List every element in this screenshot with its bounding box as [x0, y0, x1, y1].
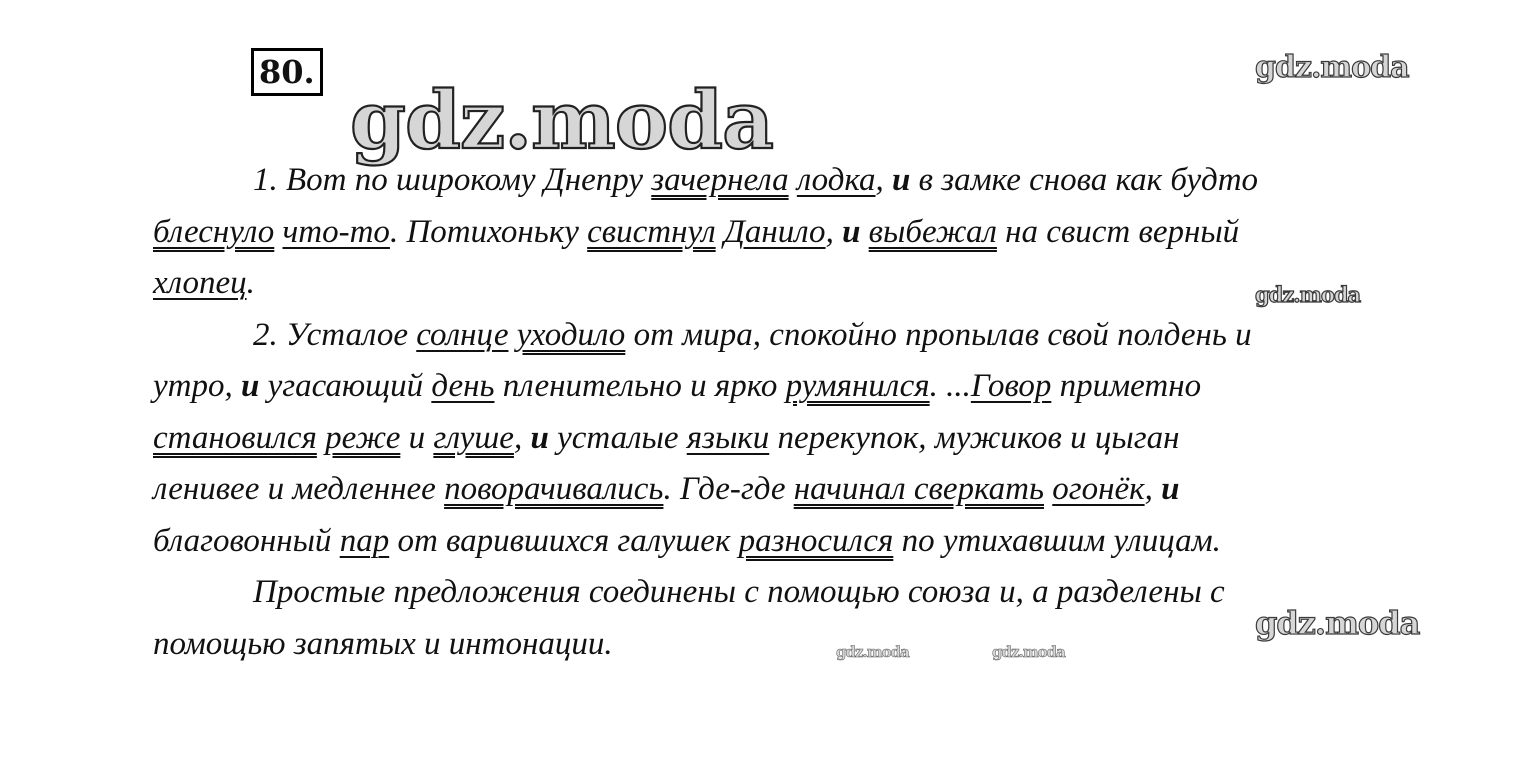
- text-segment: [317, 420, 325, 456]
- subject-word: огонёк: [1052, 471, 1145, 507]
- watermark-top-right: gdz.moda: [1255, 50, 1409, 85]
- text-line: [153, 516, 1453, 568]
- text-segment: ,: [513, 419, 531, 456]
- text-segment: от варившихся галушек: [389, 522, 739, 559]
- predicate-word: уходило: [516, 316, 626, 353]
- text-segment: 1. Вот по широкому Днепру: [253, 162, 652, 198]
- text-segment: перекупок, мужиков и цыган: [769, 419, 1180, 456]
- text-segment: 2. Усталое: [253, 316, 417, 353]
- predicate-word: становился: [153, 419, 317, 456]
- predicate-word: реже: [325, 419, 401, 456]
- text-line: [153, 310, 1453, 362]
- subject-word: хлопец: [153, 265, 247, 301]
- predicate-word: поворачивались: [444, 471, 664, 507]
- predicate-word: разносился: [738, 522, 894, 559]
- watermark-small-1: gdz.moda: [836, 643, 909, 661]
- text-segment: утро,: [153, 368, 241, 404]
- watermark-bottom-right: gdz.moda: [1255, 604, 1420, 642]
- text-segment: помощью запятых и интонации.: [153, 625, 613, 662]
- text-segment: . Потихоньку: [389, 213, 588, 250]
- text-segment: ленивее и медленнее: [153, 471, 445, 507]
- predicate-word: выбежал: [868, 213, 997, 250]
- text-segment: по утихавшим улицам.: [893, 522, 1221, 559]
- text-line: [153, 567, 1453, 619]
- text-segment: ,: [875, 162, 893, 198]
- text-segment: . Где-где: [663, 471, 794, 507]
- text-line: [153, 258, 1453, 310]
- subject-word: что-то: [282, 213, 390, 250]
- text-line: [153, 155, 1453, 207]
- conjunction-word: и: [892, 162, 911, 198]
- subject-word: пар: [339, 522, 390, 559]
- subject-word: солнце: [416, 316, 509, 353]
- text-segment: ,: [825, 213, 843, 250]
- predicate-word: блеснуло: [153, 213, 275, 250]
- exercise-answer-text: [153, 155, 1453, 670]
- conjunction-word: и: [842, 213, 861, 250]
- text-segment: [1044, 471, 1052, 507]
- watermark-mid-right: gdz.moda: [1255, 282, 1361, 307]
- text-segment: . ...: [929, 368, 971, 404]
- text-segment: усталые: [548, 419, 687, 456]
- text-segment: [274, 214, 282, 250]
- exercise-number: 80.: [251, 48, 323, 96]
- predicate-word: начинал сверкать: [793, 471, 1044, 507]
- text-segment: на свист верный: [996, 213, 1240, 250]
- subject-word: Говор: [970, 368, 1052, 404]
- watermark-small-2: gdz.moda: [992, 643, 1065, 661]
- text-segment: [860, 214, 868, 250]
- text-segment: в замке снова как будто: [910, 162, 1259, 198]
- text-line: [153, 413, 1453, 465]
- text-segment: пленительно и ярко: [494, 368, 786, 404]
- subject-word: день: [431, 368, 495, 404]
- text-segment: ,: [1144, 471, 1162, 507]
- text-segment: .: [246, 265, 255, 301]
- predicate-word: зачернела: [651, 162, 789, 198]
- text-segment: от мира, спокойно пропылав свой полдень и: [625, 316, 1252, 353]
- predicate-word: румянился: [785, 368, 930, 404]
- conjunction-word: и: [240, 368, 260, 404]
- text-segment: угасающий: [259, 368, 432, 404]
- text-segment: Простые предложения соединены с помощью союза и, а разделены с: [253, 574, 1225, 610]
- conjunction-word: и: [1161, 471, 1180, 507]
- predicate-word: глуше: [433, 419, 514, 456]
- text-line: [153, 619, 1453, 671]
- text-line: [153, 464, 1453, 516]
- predicate-word: свистнул: [587, 213, 716, 250]
- conjunction-word: и: [530, 419, 549, 456]
- subject-word: языки: [686, 419, 770, 456]
- subject-word: Данило: [723, 213, 826, 250]
- text-segment: приметно: [1051, 368, 1202, 404]
- text-segment: [716, 214, 724, 250]
- text-line: [153, 207, 1453, 259]
- subject-word: лодка: [796, 162, 876, 198]
- text-segment: благовонный: [153, 522, 340, 559]
- text-segment: [789, 162, 797, 198]
- text-line: [153, 361, 1453, 413]
- watermark-large: gdz.moda: [350, 73, 773, 167]
- text-segment: и: [400, 419, 434, 456]
- text-segment: [508, 317, 516, 353]
